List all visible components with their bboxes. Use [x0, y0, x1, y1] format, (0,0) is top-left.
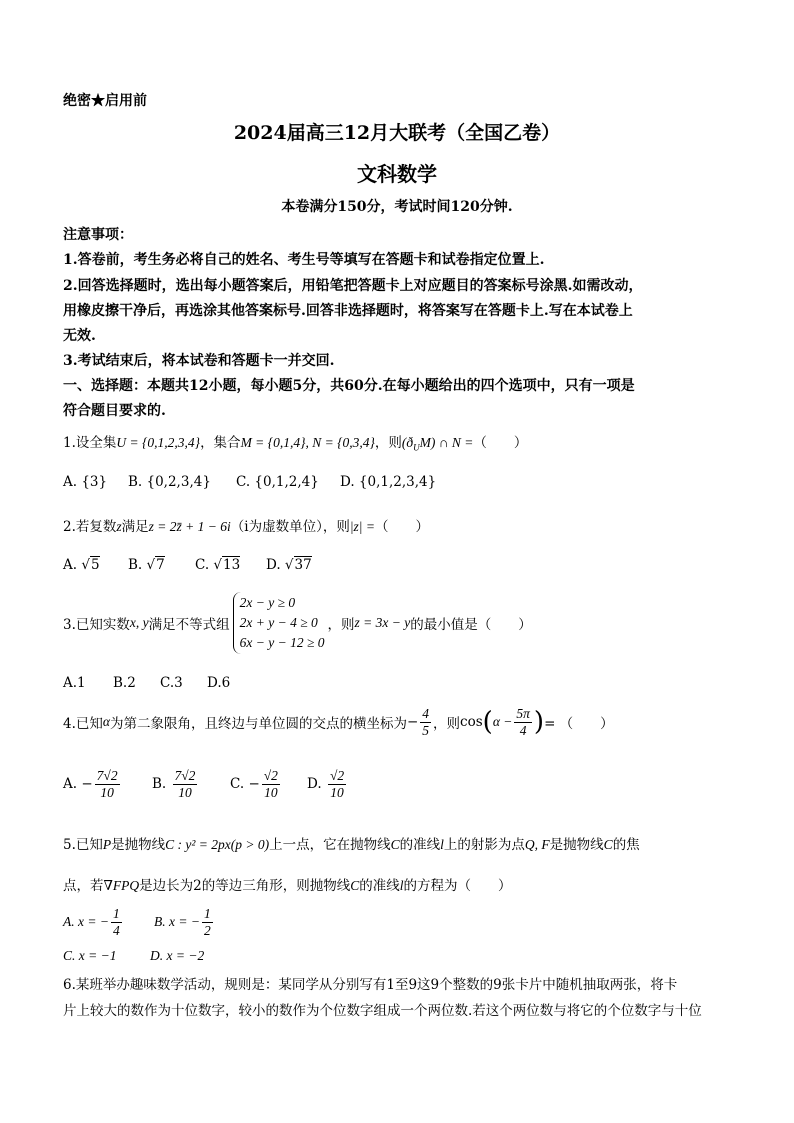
question-3-stem: 3.已知实数x, y满足不等式组 2x − y ≥ 0 2x + y − 4 ≥ 0 6x − y − 12 ≥ 0 ，则z = 3x − y的最小值是（ ） [63, 592, 532, 654]
option-c: C. x = −1 [63, 948, 117, 963]
option-c: C. − $\frac{√2}{10}$ [230, 768, 278, 800]
option-c: C. {0,1,2,4} [236, 474, 319, 490]
option-d: D. x = −2 [150, 948, 205, 963]
option-c: C.3 [160, 675, 183, 691]
inequality-system: 2x − y ≥ 0 2x + y − 4 ≥ 0 6x − y − 12 ≥ 0 [233, 592, 325, 654]
option-b: B. x = − $\frac{1}{2}$ [154, 906, 211, 938]
section-heading-cont: 符合题目要求的. [63, 403, 166, 419]
question-5-stem-cont: 点，若∇FPQ是边长为2的等边三角形，则抛物线C的准线l的方程为（ ） [63, 878, 512, 894]
question-6-stem-cont: 片上较大的数作为十位数字，较小的数作为个位数字组成一个两位数.若这个两位数与将它的个位数字与十位 [63, 1003, 702, 1019]
note-line: 3.考试结束后，将本试卷和答题卡一并交回. [63, 353, 335, 369]
option-a: A.1 [63, 675, 86, 691]
section-heading: 一、选择题：本题共12小题，每小题5分，共60分.在每小题给出的四个选项中，只有一项是 [63, 378, 635, 394]
notes-heading: 注意事项： [63, 227, 133, 243]
option-d: D. √37 [266, 557, 312, 573]
question-1-stem: 1.设全集U = {0,1,2,3,4}，集合M = {0,1,4}, N = {0,3,4}，则$(ð_UM)$ ∩ N =（ ） [63, 435, 528, 453]
question-4-stem: 4.已知α为第二象限角，且终边与单位圆的交点的横坐标为− $\frac{4}{5}$ ，则cos(α − $\frac{5\pi}{4}$ )= （ ） [63, 706, 614, 738]
option-d: D. $\frac{√2}{10}$ [307, 768, 345, 800]
option-a: A. − $\frac{7√2}{10}$ [63, 768, 118, 800]
secret-label: 绝密★启用前 [63, 93, 147, 109]
note-line: 无效. [63, 328, 96, 344]
option-a: A. x = − $\frac{1}{4}$ [63, 906, 120, 938]
option-d: D.6 [207, 675, 231, 691]
option-b: B. {0,2,3,4} [128, 474, 211, 490]
subject-title: 文科数学 [357, 162, 437, 186]
option-b: B.2 [113, 675, 136, 691]
question-2-stem: 2.若复数z满足z = 2z̄ + 1 − 6i（i为虚数单位），则|z| =（ ） [63, 519, 429, 535]
exam-title: 2024届高三12月大联考（全国乙卷） [233, 122, 561, 144]
note-line: 1.答卷前，考生务必将自己的姓名、考生号等填写在答题卡和试卷指定位置上. [63, 252, 545, 268]
option-a: A. √5 [63, 557, 100, 573]
note-line: 用橡皮擦干净后，再选涂其他答案标号.回答非选择题时，将答案写在答题卡上.写在本试卷上 [63, 303, 633, 319]
option-a: A. {3} [63, 474, 108, 490]
note-line: 2.回答选择题时，选出每小题答案后，用铅笔把答题卡上对应题目的答案标号涂黑.如需改动， [63, 278, 643, 294]
option-d: D. {0,1,2,3,4} [340, 474, 437, 490]
option-b: B. √7 [128, 557, 165, 573]
exam-info: 本卷满分150分，考试时间120分钟. [281, 199, 513, 215]
question-6-stem: 6.某班举办趣味数学活动，规则是：某同学从分别写有1至9这9个整数的9张卡片中随机抽取两张，将卡 [63, 977, 678, 993]
option-c: C. √13 [195, 557, 241, 573]
option-b: B. $\frac{7√2}{10}$ [152, 768, 196, 800]
question-5-stem: 5.已知P是抛物线C : y² = 2px(p > 0)上一点，它在抛物线C的准线l上的射影为点Q, F是抛物线C的焦 [63, 837, 640, 853]
